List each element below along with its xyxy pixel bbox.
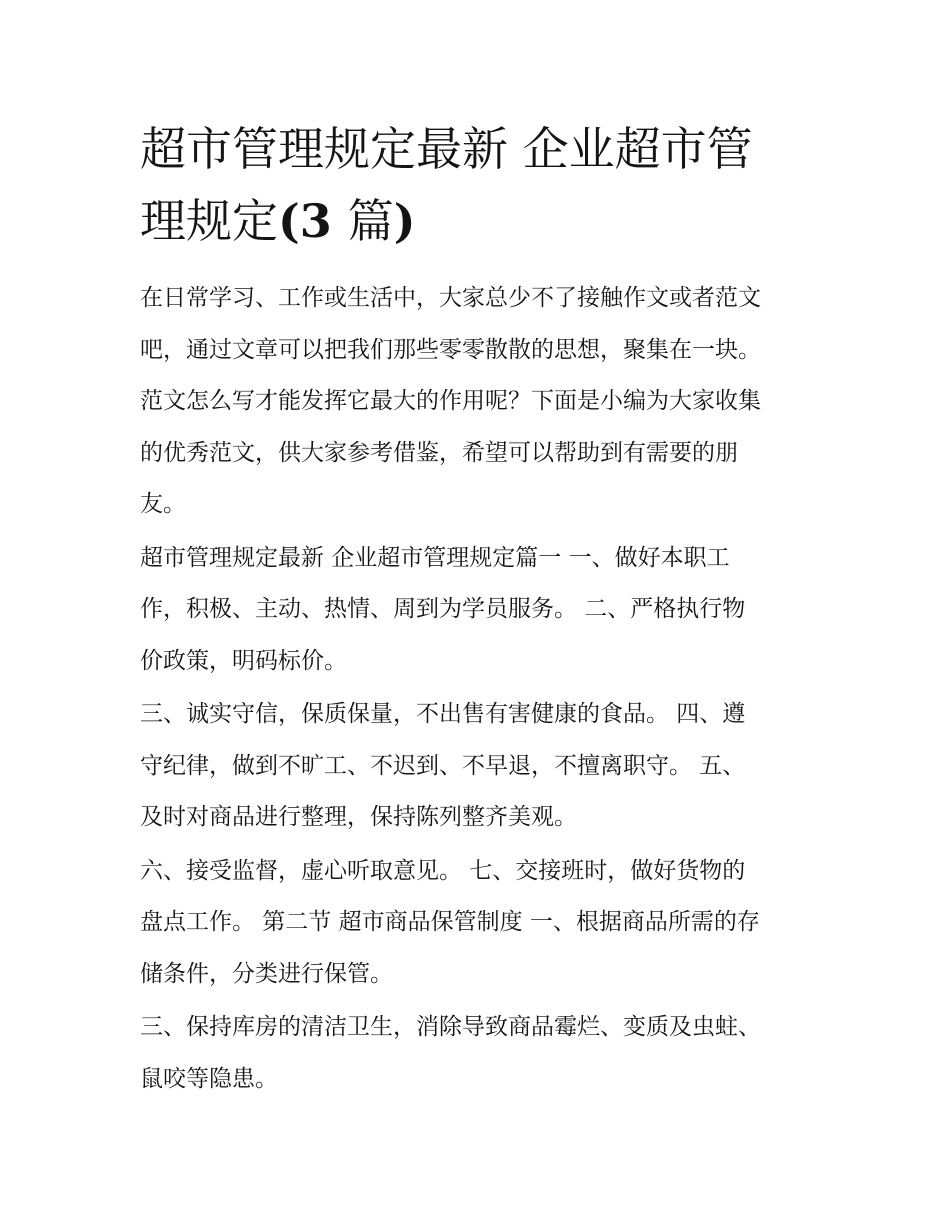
title-line-2-unit: 篇 [347, 194, 394, 248]
paragraph-line: 储条件，分类进行保管。 [140, 960, 393, 987]
paragraph-storage-hygiene [140, 1002, 830, 1105]
paragraph-line: 三、保持库房的清洁卫生，消除导致商品霉烂、变质及虫蛀、 [140, 1014, 761, 1040]
paragraph-intro [140, 273, 830, 531]
title-line-2-count-close: ) [393, 194, 416, 248]
title-line-1: 超市管理规定最新 企业超市管 [140, 122, 753, 176]
paragraph-line: 范文怎么写才能发挥它最大的作用呢？下面是小编为大家收集 [140, 388, 761, 414]
paragraph-line: 吧，通过文章可以把我们那些零零散散的思想，聚集在一块。 [140, 336, 761, 363]
document-body [140, 113, 830, 1107]
paragraph-line: 在日常学习、工作或生活中，大家总少不了接触作文或者范文 [140, 285, 761, 311]
paragraph-line: 盘点工作。 第二节 超市商品保管制度 一、根据商品所需的存 [140, 909, 760, 935]
paragraph-section-one [140, 533, 830, 688]
paragraph-line: 鼠咬等隐患。 [140, 1065, 278, 1092]
paragraph-line: 及时对商品进行整理，保持陈列整齐美观。 [140, 804, 577, 830]
paragraph-line: 三、诚实守信，保质保量，不出售有害健康的食品。 四、遵 [140, 701, 746, 727]
paragraph-rules-six-seven [140, 846, 830, 1001]
paragraph-line: 价政策，明码标价。 [140, 647, 347, 674]
paragraph-line: 守纪律，做到不旷工、不迟到、不早退，不擅离职守。 五、 [140, 752, 746, 779]
paragraph-rules-three-to-five [140, 689, 830, 844]
paragraph-line: 超市管理规定最新 企业超市管理规定篇一 一、做好本职工 [140, 544, 730, 571]
title-line-2-text: 理规定 [140, 194, 278, 248]
paragraph-line: 的优秀范文，供大家参考借鉴，希望可以帮助到有需要的朋 [140, 439, 738, 466]
paragraph-line: 友。 [140, 491, 186, 517]
paragraph-line: 作，积极、主动、热情、周到为学员服务。 二、严格执行物 [140, 596, 746, 622]
document-title [140, 113, 830, 257]
paragraph-line: 六、接受监督，虚心听取意见。 七、交接班时，做好货物的 [140, 857, 746, 884]
title-line-2-count-open: (3 [278, 194, 348, 248]
